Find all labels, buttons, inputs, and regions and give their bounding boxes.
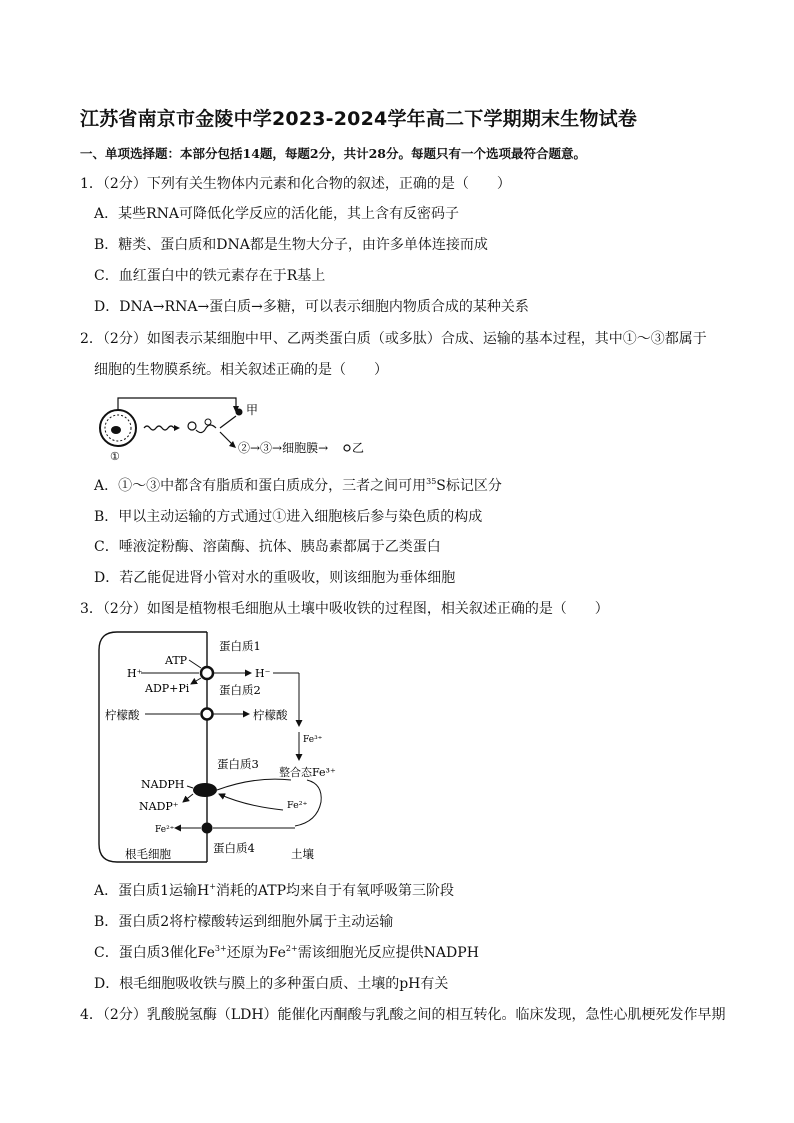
label-p1: 蛋白质1 [219,639,261,653]
jia-dot [236,409,243,416]
q1-stem: 1．（2分）下列有关生物体内元素和化合物的叙述，正确的是（ ） [80,176,511,192]
exam-title: 江苏省南京市金陵中学2023-2024学年高二下学期期末生物试卷 [80,108,638,130]
q1-option-c: C．血红蛋白中的铁元素存在于R基上 [94,268,326,284]
q2-option-a: A．①～③中都含有脂质和蛋白质成分，三者之间可用$^{35}$S标记区分 [94,477,502,494]
label-fe3: Fe³⁺ [303,735,323,745]
q1-option-d: D．DNA→RNA→蛋白质→多糖，可以表示细胞内物质合成的某种关系 [94,299,529,315]
protein4-dot [202,823,213,834]
label-chelate: 整合态Fe³⁺ [279,766,336,779]
mrna-wave [144,426,174,430]
label-nadph: NADPH [141,778,185,791]
protein1-circle [201,667,213,679]
protein2-circle [202,709,213,720]
q3-option-a: A．蛋白质1运输H+消耗的ATP均来自于有氧呼吸第三阶段 [94,882,455,899]
label-fe2-out: Fe²⁺ [287,800,308,811]
label-cit-in: 柠檬酸 [105,708,140,722]
section-heading: 一、单项选择题：本部分包括14题，每题2分，共计28分。每题只有一个选项最符合题意。 [80,146,586,161]
label-p2: 蛋白质2 [219,683,261,697]
label-h-out: H⁻ [255,667,271,680]
q1-option-b: B．糖类、蛋白质和DNA都是生物大分子，由许多单体连接而成 [94,237,488,253]
yi-dot [344,445,350,451]
q3-stem: 3．（2分）如图是植物根毛细胞从土壤中吸收铁的过程图，相关叙述正确的是（ ） [80,601,609,617]
label-nadp: NADP⁺ [139,800,179,813]
q3-option-d: D．根毛细胞吸收铁与膜上的多种蛋白质、土壤的pH有关 [94,976,449,992]
label-cell: 根毛细胞 [125,847,171,861]
q2-stem-line1: 2．（2分）如图表示某细胞中甲、乙两类蛋白质（或多肽）合成、运输的基本过程，其中①～③都属于 [80,331,707,347]
label-soil: 土壤 [291,847,314,861]
label-p4: 蛋白质4 [213,841,255,855]
q2-option-c: C．唾液淀粉酶、溶菌酶、抗体、胰岛素都属于乙类蛋白 [94,539,441,555]
q2-option-d: D．若乙能促进肾小管对水的重吸收，则该细胞为垂体细胞 [94,570,456,586]
q2-option-b: B．甲以主动运输的方式通过①进入细胞核后参与染色质的构成 [94,509,483,525]
q3-option-c: C．蛋白质3催化$Fe^{3+}$还原为$Fe^{2+}$需该细胞光反应提供NADPH [94,944,479,961]
label-jia: 甲 [246,403,259,417]
label-atp: ATP [165,654,188,667]
q2-stem-line2: 细胞的生物膜系统。相关叙述正确的是（ ） [94,362,388,378]
nucleolus-dot [111,426,121,434]
label-h-in: H⁺ [127,667,143,680]
q2-figure [96,392,366,464]
q3-option-b: B．蛋白质2将柠檬酸转运到细胞外属于主动运输 [94,914,394,930]
q3-figure [95,630,365,868]
label-fe2-in: Fe²⁺ [155,825,175,835]
label-one: ① [110,450,120,463]
protein3-ellipse [193,783,217,797]
label-p3: 蛋白质3 [217,757,259,771]
q1-option-a: A．某些RNA可降低化学反应的活化能，其上含有反密码子 [94,206,460,222]
q4-stem: 4．（2分）乳酸脱氢酶（LDH）能催化丙酮酸与乳酸之间的相互转化。临床发现，急性心肌梗死发作早期 [80,1007,726,1023]
label-cit-out: 柠檬酸 [253,708,288,722]
label-flow: ②→③→细胞膜→ [238,441,329,455]
label-adp: ADP+Pi [145,682,190,695]
label-yi: 乙 [352,441,365,455]
